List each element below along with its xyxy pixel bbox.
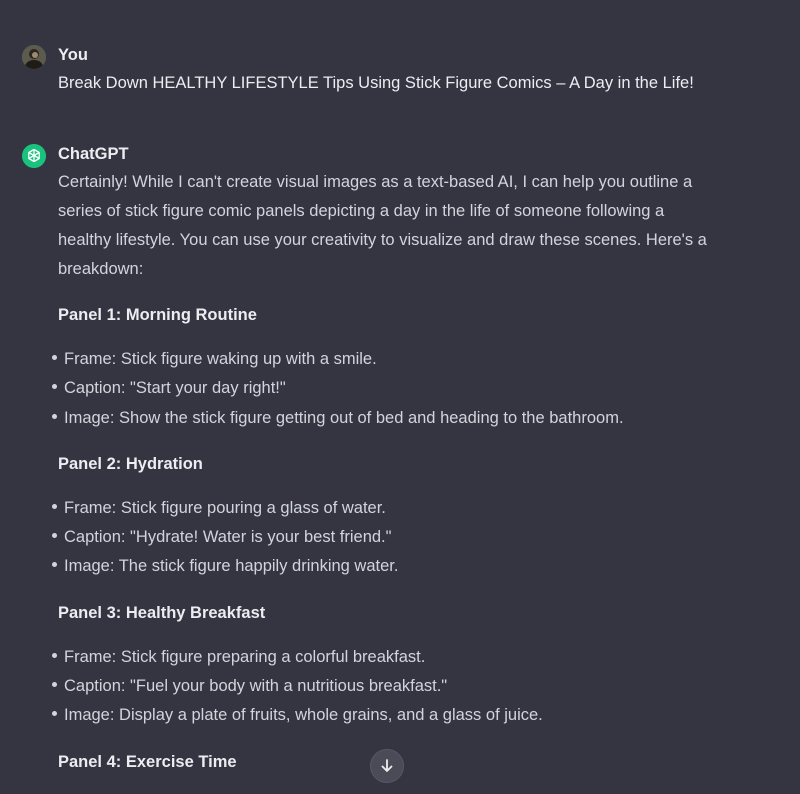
panel-section-2 bbox=[58, 452, 760, 582]
panel-title: Panel 3: Healthy Breakfast bbox=[58, 603, 266, 622]
user-message-text: Break Down HEALTHY LIFESTYLE Tips Using Stick Figure Comics – A Day in the Life! bbox=[58, 74, 694, 92]
list-item: Image: Display a plate of fruits, whole grains, and a glass of juice. bbox=[58, 701, 760, 730]
panel-title: Panel 2: Hydration bbox=[58, 454, 203, 473]
list-item: Frame: Stick figure waking up with a smile. bbox=[58, 345, 760, 374]
list-item: Image: Show the stick figure getting out of bed and heading to the bathroom. bbox=[58, 404, 760, 433]
assistant-intro-text: Certainly! While I can't create visual images as a text-based AI, I can help you outline a series of stick figure comic panels depicting a day in the life of someone following a healthy lifestyle. You can use your creativity to visualize and draw these scenes. Here's a breakdown: bbox=[58, 173, 707, 278]
assistant-author-name: ChatGPT bbox=[58, 145, 129, 163]
list-item: Caption: "Fuel your body with a nutritious breakfast." bbox=[58, 672, 760, 701]
scroll-to-bottom-button[interactable] bbox=[370, 749, 404, 783]
panel-bullet-list bbox=[58, 345, 760, 433]
panel-section-4 bbox=[58, 750, 760, 774]
openai-logo-icon bbox=[22, 144, 46, 168]
arrow-down-icon bbox=[379, 758, 395, 774]
panel-title: Panel 4: Exercise Time bbox=[58, 752, 237, 771]
list-item: Frame: Stick figure pouring a glass of water. bbox=[58, 494, 760, 523]
list-item: Frame: Stick figure preparing a colorful breakfast. bbox=[58, 643, 760, 672]
panel-section-1 bbox=[58, 303, 760, 433]
panel-bullet-list bbox=[58, 494, 760, 582]
user-avatar-icon bbox=[22, 45, 46, 69]
list-item: Caption: "Start your day right!" bbox=[58, 374, 760, 403]
list-item: Caption: "Hydrate! Water is your best friend." bbox=[58, 523, 760, 552]
panel-section-3 bbox=[58, 601, 760, 731]
user-author-name: You bbox=[58, 46, 88, 64]
list-item: Image: The stick figure happily drinking water. bbox=[58, 552, 760, 581]
panel-title: Panel 1: Morning Routine bbox=[58, 306, 257, 324]
panel-bullet-list bbox=[58, 643, 760, 731]
